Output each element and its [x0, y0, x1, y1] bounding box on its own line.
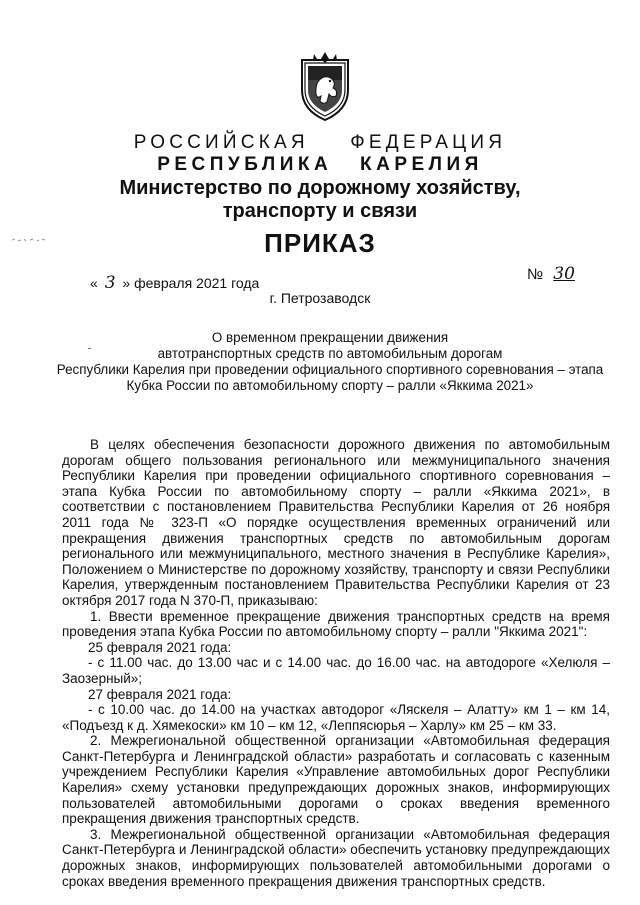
subject-line: автотранспортных средств по автомобильным дорогам	[157, 346, 503, 361]
body-paragraph-item-1: 1. Ввести временное прекращение движения транспортных средств на время проведения этапа Кубка России по автомобильному спорту – ралли "Яккима 2021":	[62, 608, 610, 640]
order-body	[62, 437, 610, 889]
order-subject	[40, 330, 620, 394]
body-paragraph-preamble: В целях обеспечения безопасности дорожного движения по автомобильным дорогам общего пользования регионального или межмуниципального значения Республики Карелия при проведении официального спортивного соревнования – этапа Кубка России по автомобильному спорту – ралли «Яккима 2021», в соответствии с постановлением Правительства Республики Карелия от 26 ноября 2011 года № 323-П «О порядке осуществления временных ограничений или прекращения движения транспортных средств по автомобильным дорогам регионального или межмуниципального, местного значения в Республике Карелия», Положением о Министерстве по дорожному хозяйству, транспорту и связи Республики Карелия, утвержденным постановлением Правительства Республики Карелия от 23 октября 2017 года N 370-П, приказываю:	[62, 437, 610, 608]
header-country: РОССИЙСКАЯ ФЕДЕРАЦИЯ	[133, 132, 507, 153]
header-ministry-line1: Министерство по дорожному хозяйству,	[119, 177, 521, 199]
number-label: №	[527, 266, 544, 283]
body-schedule-2: - с 10.00 час. до 14.00 на участках автодорог «Ляскеля – Алатту» км 1 – км 14, «Подъезд к д. Хямекоски» км 10 – км 12, «Леппясюрья – Харлу» км 25 – км 33.	[62, 702, 610, 733]
date-close-quote: »	[122, 275, 131, 291]
body-schedule-1: - с 11.00 час. до 13.00 час и с 14.00 час. до 16.00 час. на автодороге «Хелюля – Заозерный»;	[62, 655, 610, 686]
subject-line: Республики Карелия при проведении официального спортивного соревнования – этапа	[56, 362, 604, 377]
body-paragraph-item-2: 2. Межрегиональной общественной организации «Автомобильная федерация Санкт-Петербурга и Ленинградской области» разработать и согласовать с казенным учреждением Республики Карелия «Управление автомобильных дорог Республики Карелия» схему установки предупреждающих дорожных знаков, информирующих пользователей автомобильными дорогами о сроках введения временного прекращения движения транспортных средств.	[62, 733, 610, 827]
body-date-2: 27 февраля 2021 года:	[88, 686, 232, 702]
date-open-quote: «	[90, 275, 98, 291]
subject-line: Кубка России по автомобильному спорту – ралли «Яккима 2021»	[126, 378, 534, 393]
body-date-1: 25 февраля 2021 года:	[88, 639, 232, 655]
order-city: г. Петрозаводск	[269, 290, 371, 306]
number-value-handwritten: 30	[553, 264, 575, 284]
date-day-handwritten: 3	[104, 273, 116, 293]
body-paragraph-item-3: 3. Межрегиональной общественной организации «Автомобильная федерация Санкт-Петербурга и Ленинградской области» обеспечить установку предупреждающих дорожных знаков, информирующих пользователей автомобильными дорогами о сроках введения временного прекращения движения транспортных средств.	[62, 826, 610, 889]
date-month-year: февраля 2021 года	[134, 275, 260, 291]
header-ministry-line2: транспорту и связи	[222, 200, 418, 222]
karelia-coat-of-arms-bear-icon	[296, 50, 354, 122]
order-number	[527, 264, 575, 284]
order-title: ПРИКАЗ	[264, 228, 376, 258]
header-republic: РЕСПУБЛИКА КАРЕЛИЯ	[157, 154, 483, 175]
subject-line: О временном прекращении движения	[211, 330, 449, 345]
